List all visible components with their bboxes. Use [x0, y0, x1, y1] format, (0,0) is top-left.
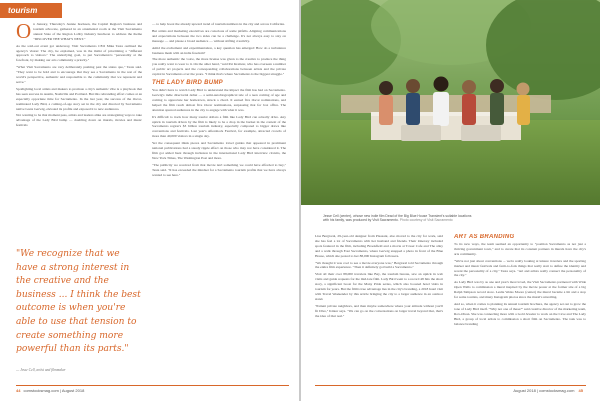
body-paragraph: Not wanting to be that moment pass, artists and leaders alike are strategizing ways to take advantage of the Lady Bird bump — doubling down on murals, movies and music festivals [16, 113, 142, 128]
photo-credit: Photo courtesy of Visit Sacramento [399, 218, 453, 223]
body-paragraph: It's difficult to track how many tourist dollars a film like Lady Bird can actually drive. Any uptick in tourism driven by the film is likely to be a drop in the bucket in the context of the Sacramento region's $3 billion tourism industry, especially compared to bigger draws like conventions and festivals. Last year's Aftershock Festival, for example, attracted crowds of more than 40,000 visitors in a single day. [152, 114, 286, 139]
site-name: comstocksmag.com [539, 388, 575, 393]
subhead-lady-bird-bump: THE LADY BIRD BUMP [152, 80, 223, 87]
footer-rule [315, 385, 586, 386]
page-folio-left: 44 comstocksmag.com | August 2018 [16, 388, 85, 393]
body-paragraph: "Patient private neighbors, and then maybe somewhere where your attitude without you'll fit Dive," Kinter says. "We can go on the conversations on larger travel beyond that, that's the idea of that real." [315, 303, 443, 318]
body-paragraph: The more authentic the voice, the more license was given to the creative to produce the thing you really want to wear to it. On the other hand, "said Pat Kreitzer, who has overseen a number of public art projects and the corresponding collaborations between artists and the private capitol in Sacramento over the years. "I think that's where Sacramento is the biggest struggle." [152, 57, 286, 77]
body-paragraph: Amid the excitement and experimentation, a key question has emerged: How do a turbulence business mesh with an indie freedom? [152, 45, 286, 55]
body-paragraph: As the sold-out event got underway, Visit Sacramento CEO Mike Testa outlined the agency's vision: The city, he explained, was in the midst of prioritizing a "different approach to visitors." The underlying goal, to put Sacramento's "personality at the forefront, by making our arts community a priority." [16, 43, 142, 63]
body-paragraph: "We're not just about conventions ... we're really looking at leisure travelers and the sporting market and music festivals and farm-to-fork things that really start to define the identity and recent the personality of a city," Testa says. "Art and artists really connect the personality of the city." [454, 258, 586, 278]
body-paragraph: — to help boost the already upward trend of tourism numbers in the city and across California. [152, 22, 285, 26]
feature-photo [301, 0, 600, 205]
body-paragraph: "What Visit Sacramento are very deliberately pushing past the status quo," Testa said. "They want to be bold and to encourage that they see a Sacramento in the rest of the world's perspective, authentic and responsible to the community that we represent and serve." [16, 65, 142, 84]
left-page [0, 0, 299, 401]
page-number: 45 [578, 388, 583, 393]
right-columns [315, 234, 586, 379]
pull-quote-attribution: — Jesse Cell, artist and filmmaker [16, 368, 66, 372]
body-paragraph: Visit all their over 88,000 travelers like Bay, the tourism bureau, saw an uptick in web visits and guide requests for the mid-late film. Lady Bird went to a record 48 hits the short story, a significant boost for the Many Pride series, which also boosted hotel visits in tourism for years. But the film's true advantage lies in the city's branding, a 2018 hotel visit with Travel Weekender by this article bringing the city to a larger audience in an outdoor stand. [315, 272, 443, 301]
subhead-art-as-branding: ART AS BRANDING [454, 234, 515, 240]
page-number: 44 [16, 388, 21, 393]
issue-date: August 2018 [61, 388, 85, 393]
body-paragraph: To its new ways, the team seemed an opportunity to "position Sacramento as not just a thriving government town," and to curate that its constant partners in murals have the city's arts community. [454, 242, 586, 256]
body-paragraph: Yet the consequent think pieces and Sacramento travel guides that appeared in prominent national publications had a steady ripple effect on those who may not have considered it. The film got added buzz through inclusion in the international Lady Bird interview circuits, the New York Times, The Washington Post and more. [152, 141, 286, 160]
body-paragraph: "The publicity we received from that movie isn't something we could have afforded to buy," Testa said. "It has exceeded the mindset for a Sacramento tourism profile that we have always wanted to see here." [152, 162, 286, 177]
issue-date: August 2018 [513, 388, 536, 393]
section-tab: tourism [0, 3, 62, 18]
photo-caption [323, 214, 473, 223]
drop-cap: O [16, 22, 32, 43]
right-page [301, 0, 600, 401]
page-folio-right: August 2018 | comstocksmag.com 45 [513, 388, 583, 393]
left-column-2 [152, 22, 286, 377]
body-paragraph: As Lady Bird was by as one and year's most loved, the Visit Sacramento partnered with Wide Open Walls to commission a mural inspired by the movie poster at the former site of a big Ralph Simpson record store. Leslie Weiss Moore (center) the mural became a hit and a stop for some tourists, and many Instagram photos since the mural's unveiling. [454, 280, 586, 300]
right-column-2 [454, 234, 586, 379]
body-paragraph: And so, when it comes to planning its annual tourism brochure, the agency set out to grow the tone of Lady Bird itself. "Why not one of these?" said creative director of the marketing team, Rox-Olson. She was connecting more with a Gold Jeweler to work on the Cave and The Lady Bird, a group of local artists to commission a short film on Sacramento. The task was to balance branding [454, 301, 586, 326]
right-column-1 [315, 234, 443, 379]
pull-quote: "We recognize that we have a strong interest in the creative and the business ... I think the best outcome is when you're able to use that tension to create something more powerful than its parts." [16, 249, 141, 355]
body-paragraph: Spotlighting local artists and makers to promote a city's authentic vibe is a playbook that has seen success in Austin, Nashville and Portland. But this rebranding effort comes at an especially opportune time for Sacramento. In the last year, the success of the Oscar-nominated Lady Bird, a coming-of-age story set in the city and directed by Sacramento native Greta Gerwig, elevated its profile and exposed it to new audiences. [16, 86, 142, 111]
caption-text: Jesse Cell (center), whose new indie film Dead of the Big Blue House Transient's suitable locations with his family, was produced by Visit Sacramento. [323, 214, 472, 223]
body-paragraph: "We thought it was cool to see a movie everyone was," Bergtoral told Sacramento through the entire film experience. "Then it definitely got build a Sacramento." [315, 260, 443, 270]
body-paragraph: Lisa Bergtoral, 29-year-old designer from Pleasant, also moved to the city for work, said she has feel a lot of Sacramento with her husband and friends. Their itinerary included spots featured in the film, including Brookfield and a movie at Tower Cafe and The alley and a walk through East Sacramento, where Gerwig snapped a photo in front of the Blue House, which she posted to her 88,000 Instagram followers. [315, 234, 443, 258]
lede-paragraph: On January, Thursday's Jeanne Isacksen, the Capital Region's business and tourism advocate, gathered in an ornamental room at the Visit Sacramento annual State of the Region Lobby Industry luncheon to address the theme "DISCOVER THE WHAT'S NEXT." [16, 22, 142, 43]
body-paragraph: But artists and marketing executives are conscious of some pitfalls. Aligning communications and expectations between the two sides can be a challenge. It's not always easy to stay on message — and please a broad audience — without stifling creativity. [152, 28, 286, 43]
footer-rule [16, 385, 289, 386]
photo-illustration [301, 0, 600, 205]
body-paragraph: You didn't have to watch Lady Bird to understand the impact the film has had on Sacramento. Gerwig's indie directorial debut — a semi-autobiographical tale of a teen coming of age and coming to appreciate her hometown, struck a chord. It earned five Oscar nominations, and helped the film reach almost five Oscar nominations, surpassing that for box office. The attention spurred audiences in the city to engage with what it was. [152, 88, 286, 112]
site-name: comstocksmag.com [23, 388, 59, 393]
